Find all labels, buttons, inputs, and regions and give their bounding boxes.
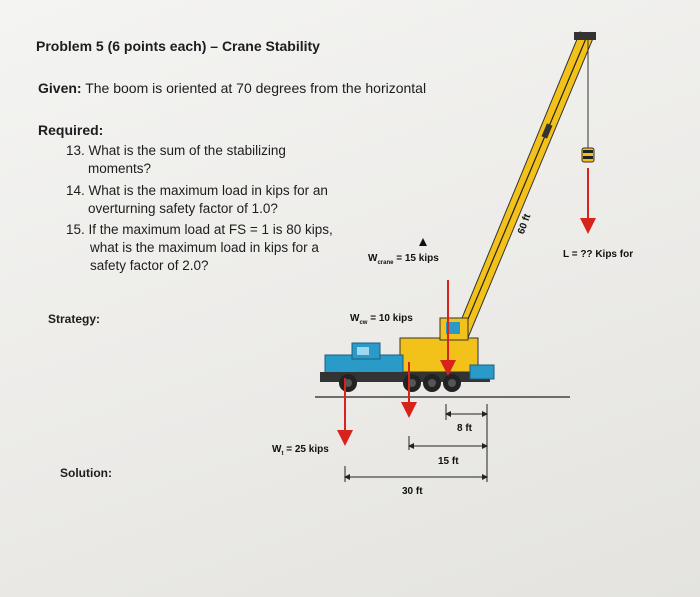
dimension-15ft-label: 15 ft: [438, 456, 459, 467]
load-label: L = ?? Kips for: [563, 249, 634, 260]
question-line: overturning safety factor of 1.0?: [88, 201, 278, 216]
dimension-30ft-label: 30 ft: [402, 486, 423, 497]
crane-truck: [320, 318, 494, 382]
hook-block: [582, 148, 594, 162]
required-label: Required:: [38, 122, 104, 138]
counterweight-label: $W_{cw} = 10$ kips: [350, 313, 413, 326]
given-label: Given:: [38, 80, 82, 96]
problem-title: Problem 5 (6 points each) – Crane Stability: [36, 38, 320, 54]
solution-label: Solution:: [60, 466, 112, 480]
question-line: moments?: [88, 161, 152, 176]
crane-weight-pointer: [419, 238, 427, 246]
question-line: 15. If the maximum load at FS = 1 is 80 kips,: [66, 222, 333, 237]
boom-length-label: 60 ft: [516, 212, 534, 236]
question-line: 13. What is the sum of the stabilizing: [66, 143, 286, 158]
dimension-8ft-label: 8 ft: [457, 423, 472, 434]
strategy-label: Strategy:: [48, 312, 101, 326]
truck-weight-label: $W_t = 25$ kips: [272, 444, 329, 457]
question-line: safety factor of 2.0?: [90, 258, 209, 273]
crane-boom: [448, 32, 596, 352]
question-line: what is the maximum load in kips for a: [90, 240, 319, 255]
given-text: The boom is oriented at 70 degrees from the horizontal: [81, 80, 427, 96]
question-line: 14. What is the maximum load in kips for an: [66, 183, 328, 198]
crane-weight-label: $W_{crane} = 15$ kips: [368, 253, 439, 266]
